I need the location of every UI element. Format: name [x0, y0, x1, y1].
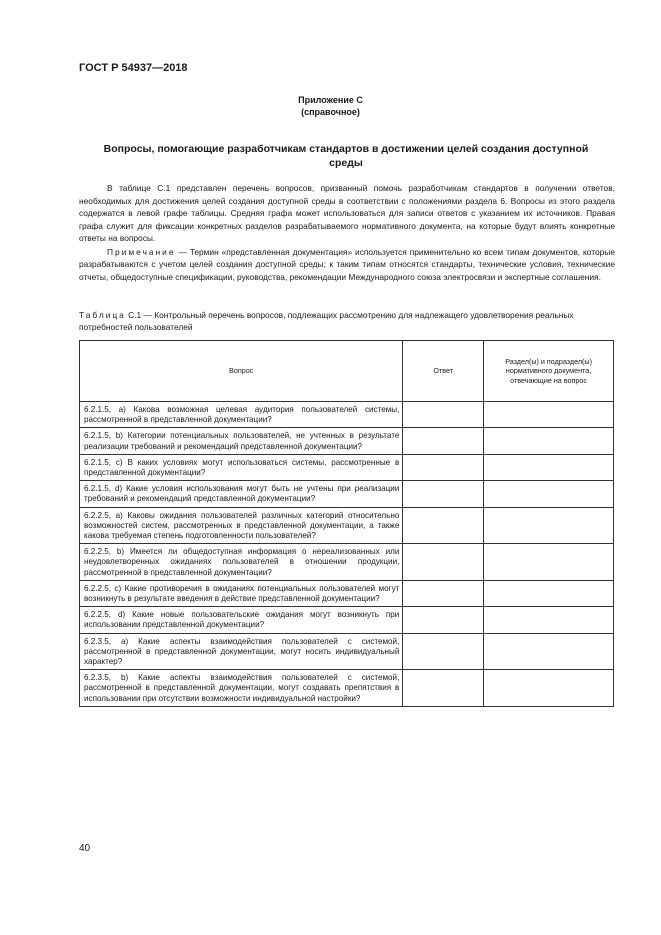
- section-cell[interactable]: [484, 633, 614, 670]
- question-cell: 6.2.2.5, c) Какие противоречия в ожиданиях потенциальных пользователей могут возникнуть в результате введения в действие представленной документации?: [80, 580, 403, 606]
- table-caption-text: С.1 — Контрольный перечень вопросов, подлежащих рассмотрению для надлежащего удовлетворения реальных потребностей пользователей: [79, 310, 574, 332]
- question-cell: 6.2.2.5, a) Каковы ожидания пользователей различных категорий относительно возможностей систем, рассмотренных в представленной документации, а также какова требуемая степень подготовленности пользователей?: [80, 507, 403, 544]
- table-row: [80, 670, 614, 707]
- answer-cell[interactable]: [403, 580, 484, 606]
- question-cell: 6.2.1.5, b) Категории потенциальных пользователей, не учтенных в результате реализации требований и рекомендаций представленной документации?: [80, 428, 403, 454]
- intro-paragraph: В таблице С.1 представлен перечень вопросов, призванный помочь разработчикам стандартов в получении ответов, необходимых для достижения целей создания доступной среды в соответствии с положениями раздела 6. Вопросы из этого раздела содержатся в левой графе таблицы. Средняя графа может использоваться для записи ответов с указанием их источников. Правая графа служит для фиксации конкретных разделов разрабатываемого нормативного документа, на которые будут влиять конкретные ответы на вопросы.: [79, 183, 615, 244]
- answer-cell[interactable]: [403, 454, 484, 480]
- page-number: 40: [79, 843, 91, 854]
- section-cell[interactable]: [484, 580, 614, 606]
- question-cell: 6.2.2.5, d) Какие новые пользовательские ожидания могут возникнуть при использовании представленной документации?: [80, 607, 403, 633]
- answer-cell[interactable]: [403, 481, 484, 507]
- table-header-row: [80, 341, 614, 402]
- intro-text: [79, 182, 615, 245]
- table-row: [80, 607, 614, 633]
- answer-cell[interactable]: [403, 402, 484, 428]
- table-row: [80, 633, 614, 670]
- table-row: [80, 402, 614, 428]
- table-row: [80, 507, 614, 544]
- answer-cell[interactable]: [403, 633, 484, 670]
- question-cell: 6.2.3.5, a) Какие аспекты взаимодействия пользователей с системой, рассмотренной в представленной документации, могут носить индивидуальный характер?: [80, 633, 403, 670]
- table-row: [80, 580, 614, 606]
- section-cell[interactable]: [484, 454, 614, 480]
- table-row: [80, 428, 614, 454]
- note-label: Примечание: [107, 247, 176, 257]
- question-cell: 6.2.1.5, d) Какие условия использования могут быть не учтены при реализации требований и рекомендаций представленной документации?: [80, 481, 403, 507]
- document-header: ГОСТ Р 54937—2018: [79, 62, 188, 74]
- table-caption-label: Таблица: [79, 310, 126, 320]
- section-title: Вопросы, помогающие разработчикам стандартов в достижении целей создания доступной среды: [103, 143, 589, 169]
- header-answer: Ответ: [403, 341, 484, 402]
- appendix-subtitle: (справочное): [301, 107, 360, 117]
- header-question: Вопрос: [80, 341, 403, 402]
- question-cell: 6.2.1.5, a) Какова возможная целевая аудитория пользователей системы, рассмотренной в представленной документации?: [80, 402, 403, 428]
- answer-cell[interactable]: [403, 607, 484, 633]
- section-cell[interactable]: [484, 544, 614, 581]
- table-row: [80, 481, 614, 507]
- question-cell: 6.2.1.5, c) В каких условиях могут использоваться системы, рассмотренные в представленной документации?: [80, 454, 403, 480]
- section-cell[interactable]: [484, 402, 614, 428]
- note-block: [79, 246, 615, 283]
- question-cell: 6.2.2.5, b) Имеется ли общедоступная информация о нереализованных или неудовлетворенных ожиданиях пользователей в отношении продукции, рассмотренной в представленной документации?: [80, 544, 403, 581]
- answer-cell[interactable]: [403, 428, 484, 454]
- checklist-table: [79, 340, 614, 707]
- appendix-heading: [0, 94, 661, 118]
- table-caption: [79, 310, 615, 333]
- section-cell[interactable]: [484, 428, 614, 454]
- answer-cell[interactable]: [403, 544, 484, 581]
- section-cell[interactable]: [484, 507, 614, 544]
- section-cell[interactable]: [484, 607, 614, 633]
- section-cell[interactable]: [484, 670, 614, 707]
- section-cell[interactable]: [484, 481, 614, 507]
- answer-cell[interactable]: [403, 507, 484, 544]
- appendix-title: Приложение С: [298, 95, 363, 105]
- note-text: — Термин «представленная документация» используется применительно ко всем типам документов, которые разрабатываются с учетом целей создания доступной среды; к таким типам относятся стандарты, технические условия, технические отчеты, общедоступные спецификации, руководства, рекомендации Международного союза электросвязи и экспертные соглашения.: [79, 247, 615, 282]
- table-row: [80, 544, 614, 581]
- note-paragraph: [79, 246, 615, 283]
- answer-cell[interactable]: [403, 670, 484, 707]
- header-section: Раздел(ы) и подраздел(ы) нормативного документа, отвечающие на вопрос: [484, 341, 614, 402]
- question-cell: 6.2.3.5, b) Какие аспекты взаимодействия пользователей с системой, рассмотренной в представленной документации, могут создавать препятствия в использовании при отсутствии возможности индивидуальной настройки?: [80, 670, 403, 707]
- table-row: [80, 454, 614, 480]
